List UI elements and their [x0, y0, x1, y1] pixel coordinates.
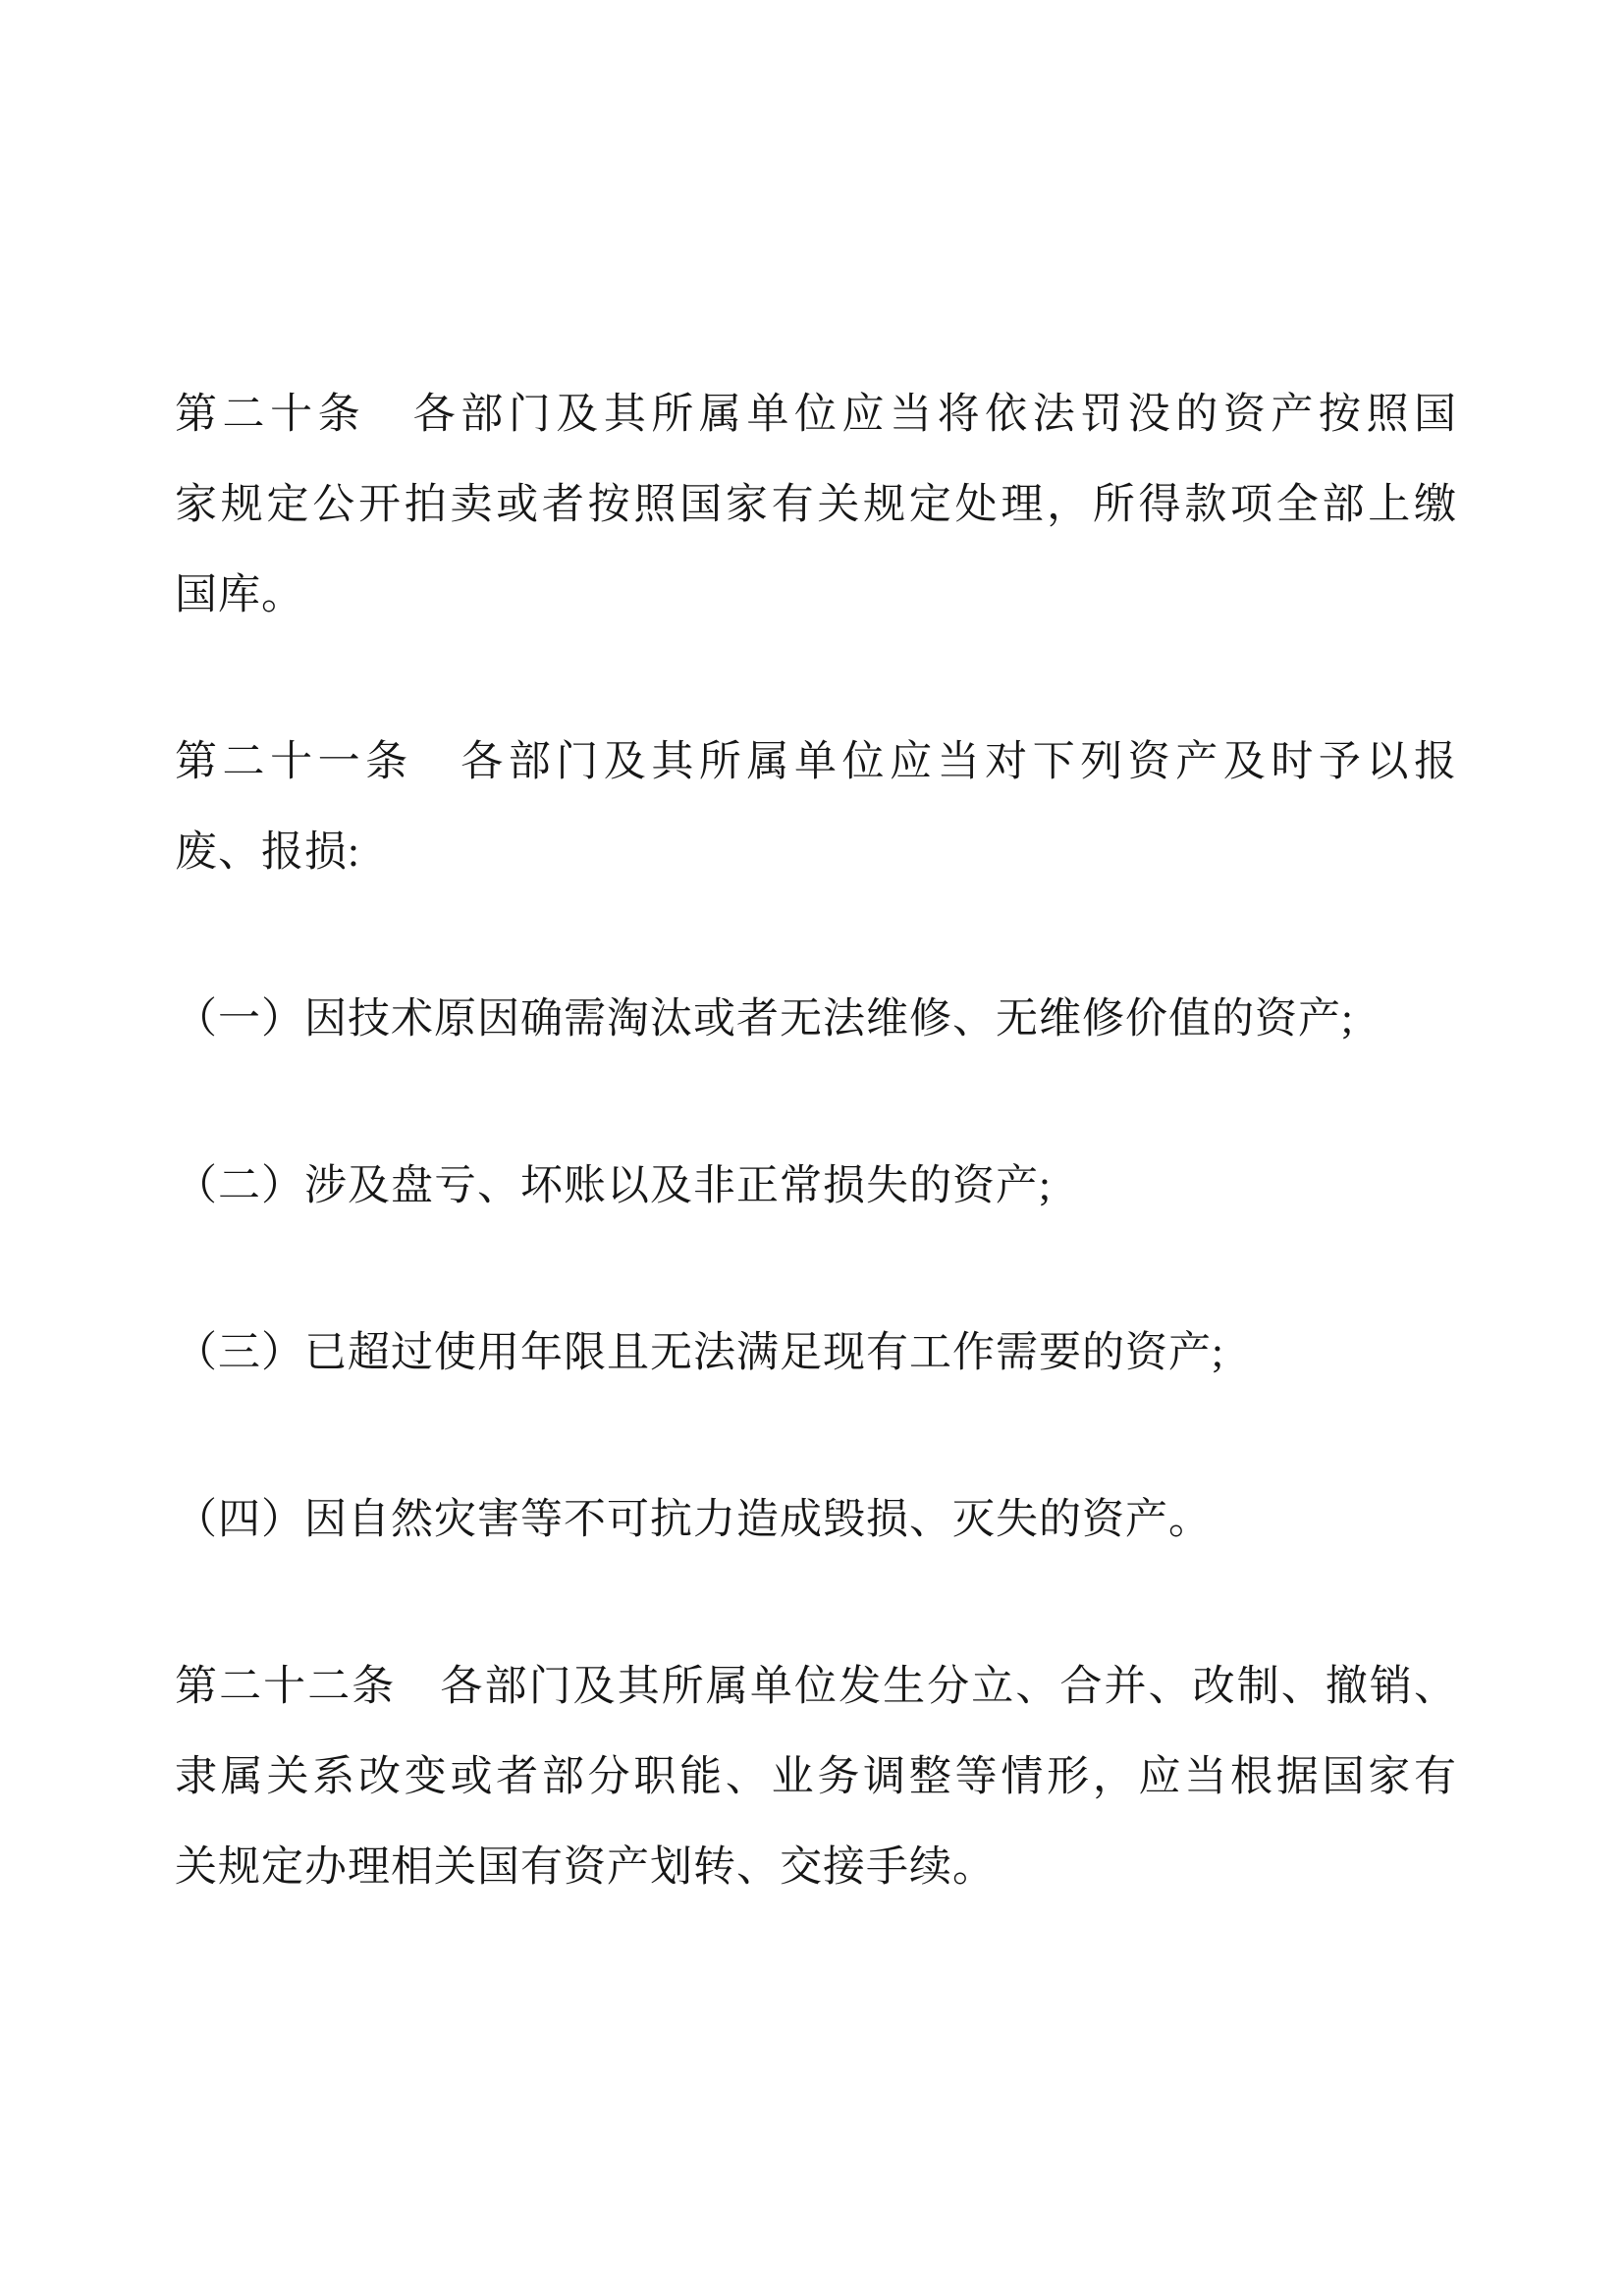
document-text-area — [175, 370, 1457, 1913]
article-22-paragraph — [175, 1642, 1457, 1913]
text-line: 废、报损: — [175, 829, 360, 876]
text-line: （四）因自然灾害等不可抗力造成毁损、灭失的资产。 — [175, 1497, 1212, 1543]
text-line: 第二十条 各部门及其所属单位应当将依法罚没的资产按照国 — [175, 392, 1457, 438]
text-line: （一）因技术原因确需淘汰或者无法维修、无维修价值的资产; — [175, 996, 1354, 1042]
text-line: 第二十一条 各部门及其所属单位应当对下列资产及时予以报 — [175, 739, 1457, 785]
text-line: 家规定公开拍卖或者按照国家有关规定处理，所得款项全部上缴 — [175, 482, 1457, 528]
article-21-item-2 — [175, 1142, 1457, 1232]
article-21-item-3 — [175, 1308, 1457, 1399]
text-line: （二）涉及盘亏、坏账以及非正常损失的资产; — [175, 1163, 1052, 1209]
article-20-paragraph — [175, 370, 1457, 641]
article-21-item-4 — [175, 1475, 1457, 1566]
text-line: 第二十二条 各部门及其所属单位发生分立、合并、改制、撤销、 — [175, 1664, 1457, 1710]
text-line: 隶属关系改变或者部分职能、业务调整等情形，应当根据国家有 — [175, 1754, 1457, 1800]
text-line: 关规定办理相关国有资产划转、交接手续。 — [175, 1844, 996, 1891]
article-21-intro-paragraph — [175, 718, 1457, 898]
text-line: 国库。 — [175, 572, 304, 618]
article-21-item-1 — [175, 975, 1457, 1065]
text-line: （三）已超过使用年限且无法满足现有工作需要的资产; — [175, 1330, 1224, 1376]
